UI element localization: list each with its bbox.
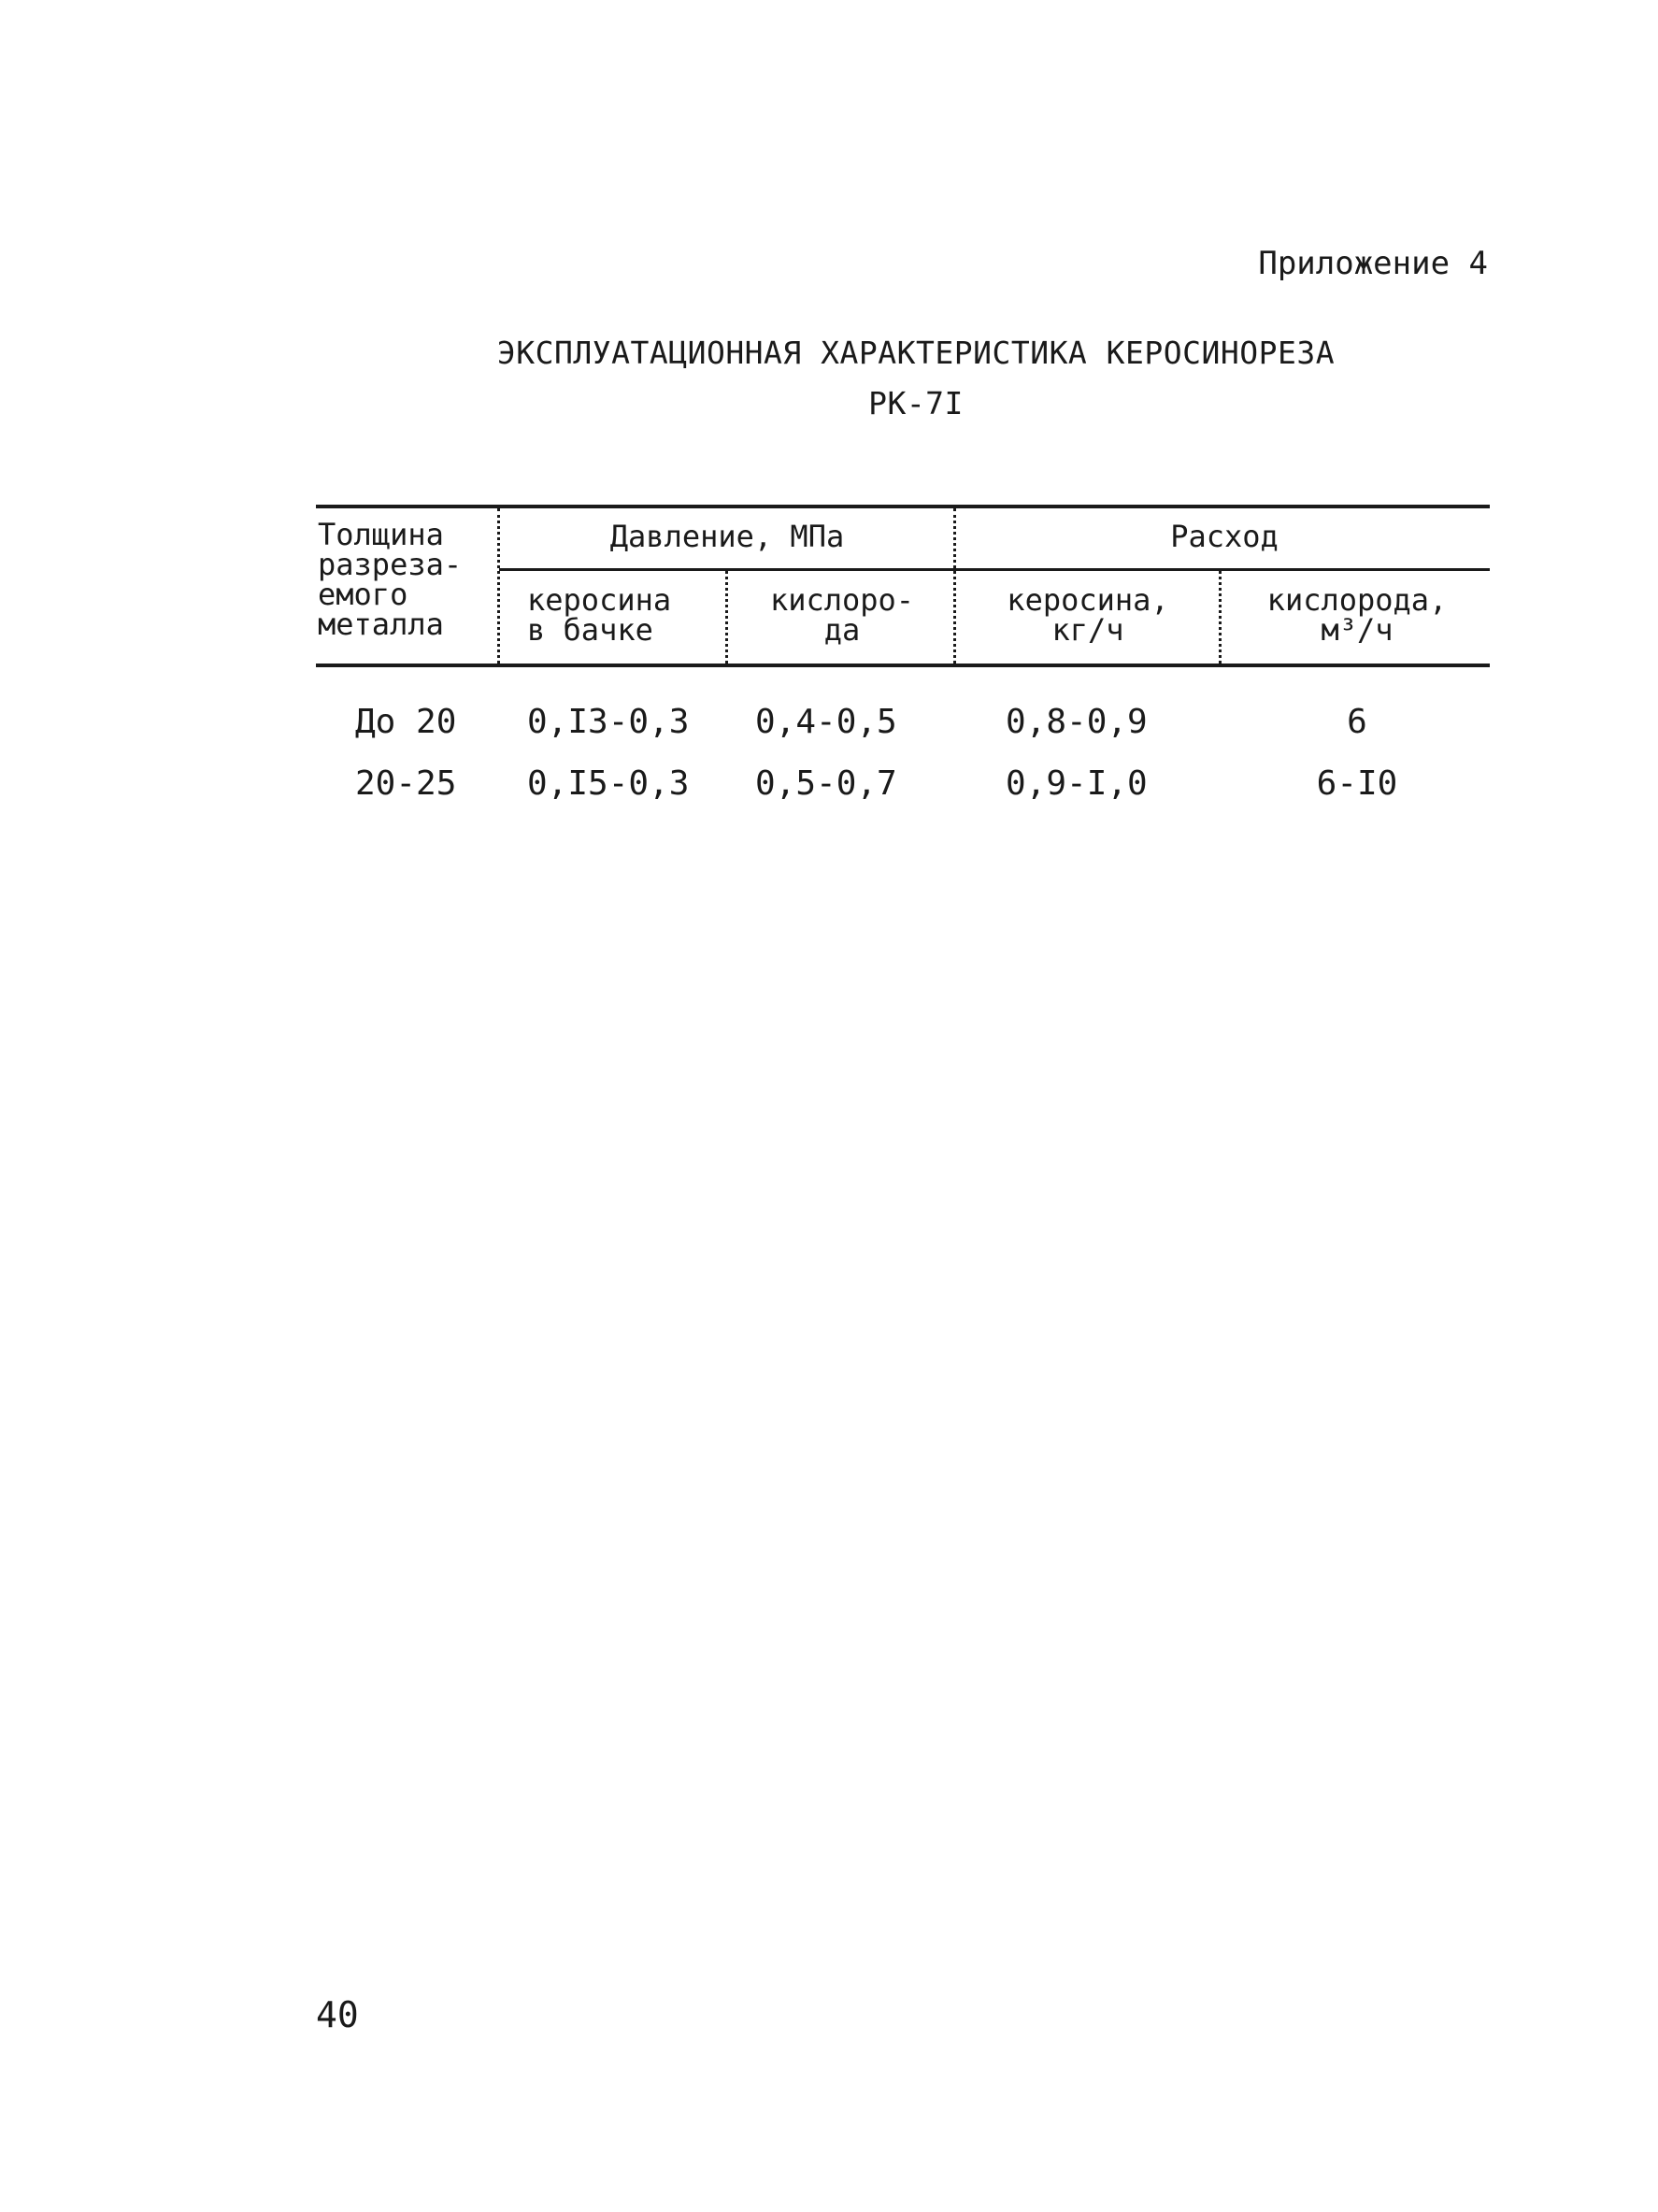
row1-pressure-kerosene: 0,I3-0,3 xyxy=(527,703,690,741)
header-group-pressure: Давление, МПа xyxy=(609,519,845,554)
header-group-consumption: Расход xyxy=(1170,519,1279,554)
table-top-rule xyxy=(316,505,1490,508)
header-thickness-line3: емого xyxy=(318,577,408,612)
header-thickness-line4: металла xyxy=(318,607,444,642)
row1-consumption-kerosene: 0,8-0,9 xyxy=(1006,703,1148,741)
row2-pressure-kerosene: 0,I5-0,3 xyxy=(527,764,690,803)
appendix-label: Приложение 4 xyxy=(1258,245,1488,282)
header-thickness-line1: Толщина xyxy=(318,517,444,552)
header-consumption-kerosene-line1: керосина, xyxy=(1007,582,1169,618)
table-header-mid-rule xyxy=(499,568,1490,571)
document-title: ЭКСПЛУАТАЦИОННАЯ ХАРАКТЕРИСТИКА КЕРОСИНОРЕЗА xyxy=(496,335,1336,371)
header-pressure-kerosene-line1: керосина xyxy=(527,582,672,618)
header-pressure-oxygen-line2: да xyxy=(823,612,861,648)
row2-pressure-oxygen: 0,5-0,7 xyxy=(755,764,897,803)
table-header-bottom-rule xyxy=(316,664,1490,667)
header-pressure-oxygen-line1: кислоро- xyxy=(769,582,915,618)
row2-thickness: 20-25 xyxy=(355,764,457,803)
row1-pressure-oxygen: 0,4-0,5 xyxy=(755,703,897,741)
row2-consumption-kerosene: 0,9-I,0 xyxy=(1006,764,1148,803)
row1-thickness: До 20 xyxy=(355,703,457,741)
column-separator xyxy=(725,571,728,664)
row1-consumption-oxygen: 6 xyxy=(1347,703,1367,741)
header-consumption-oxygen-line1: кислорода, xyxy=(1266,582,1448,618)
header-pressure-kerosene-line2: в бачке xyxy=(527,612,653,648)
column-separator xyxy=(497,508,500,664)
header-thickness-line2: разреза- xyxy=(318,547,463,582)
row2-consumption-oxygen: 6-I0 xyxy=(1316,764,1398,803)
page-number: 40 xyxy=(316,1994,359,2035)
header-consumption-kerosene-line2: кг/ч xyxy=(1051,612,1124,648)
column-separator xyxy=(953,508,956,664)
column-separator xyxy=(1219,571,1222,664)
header-consumption-oxygen-line2: м³/ч xyxy=(1321,612,1394,648)
document-subtitle: РК-7I xyxy=(868,385,964,421)
